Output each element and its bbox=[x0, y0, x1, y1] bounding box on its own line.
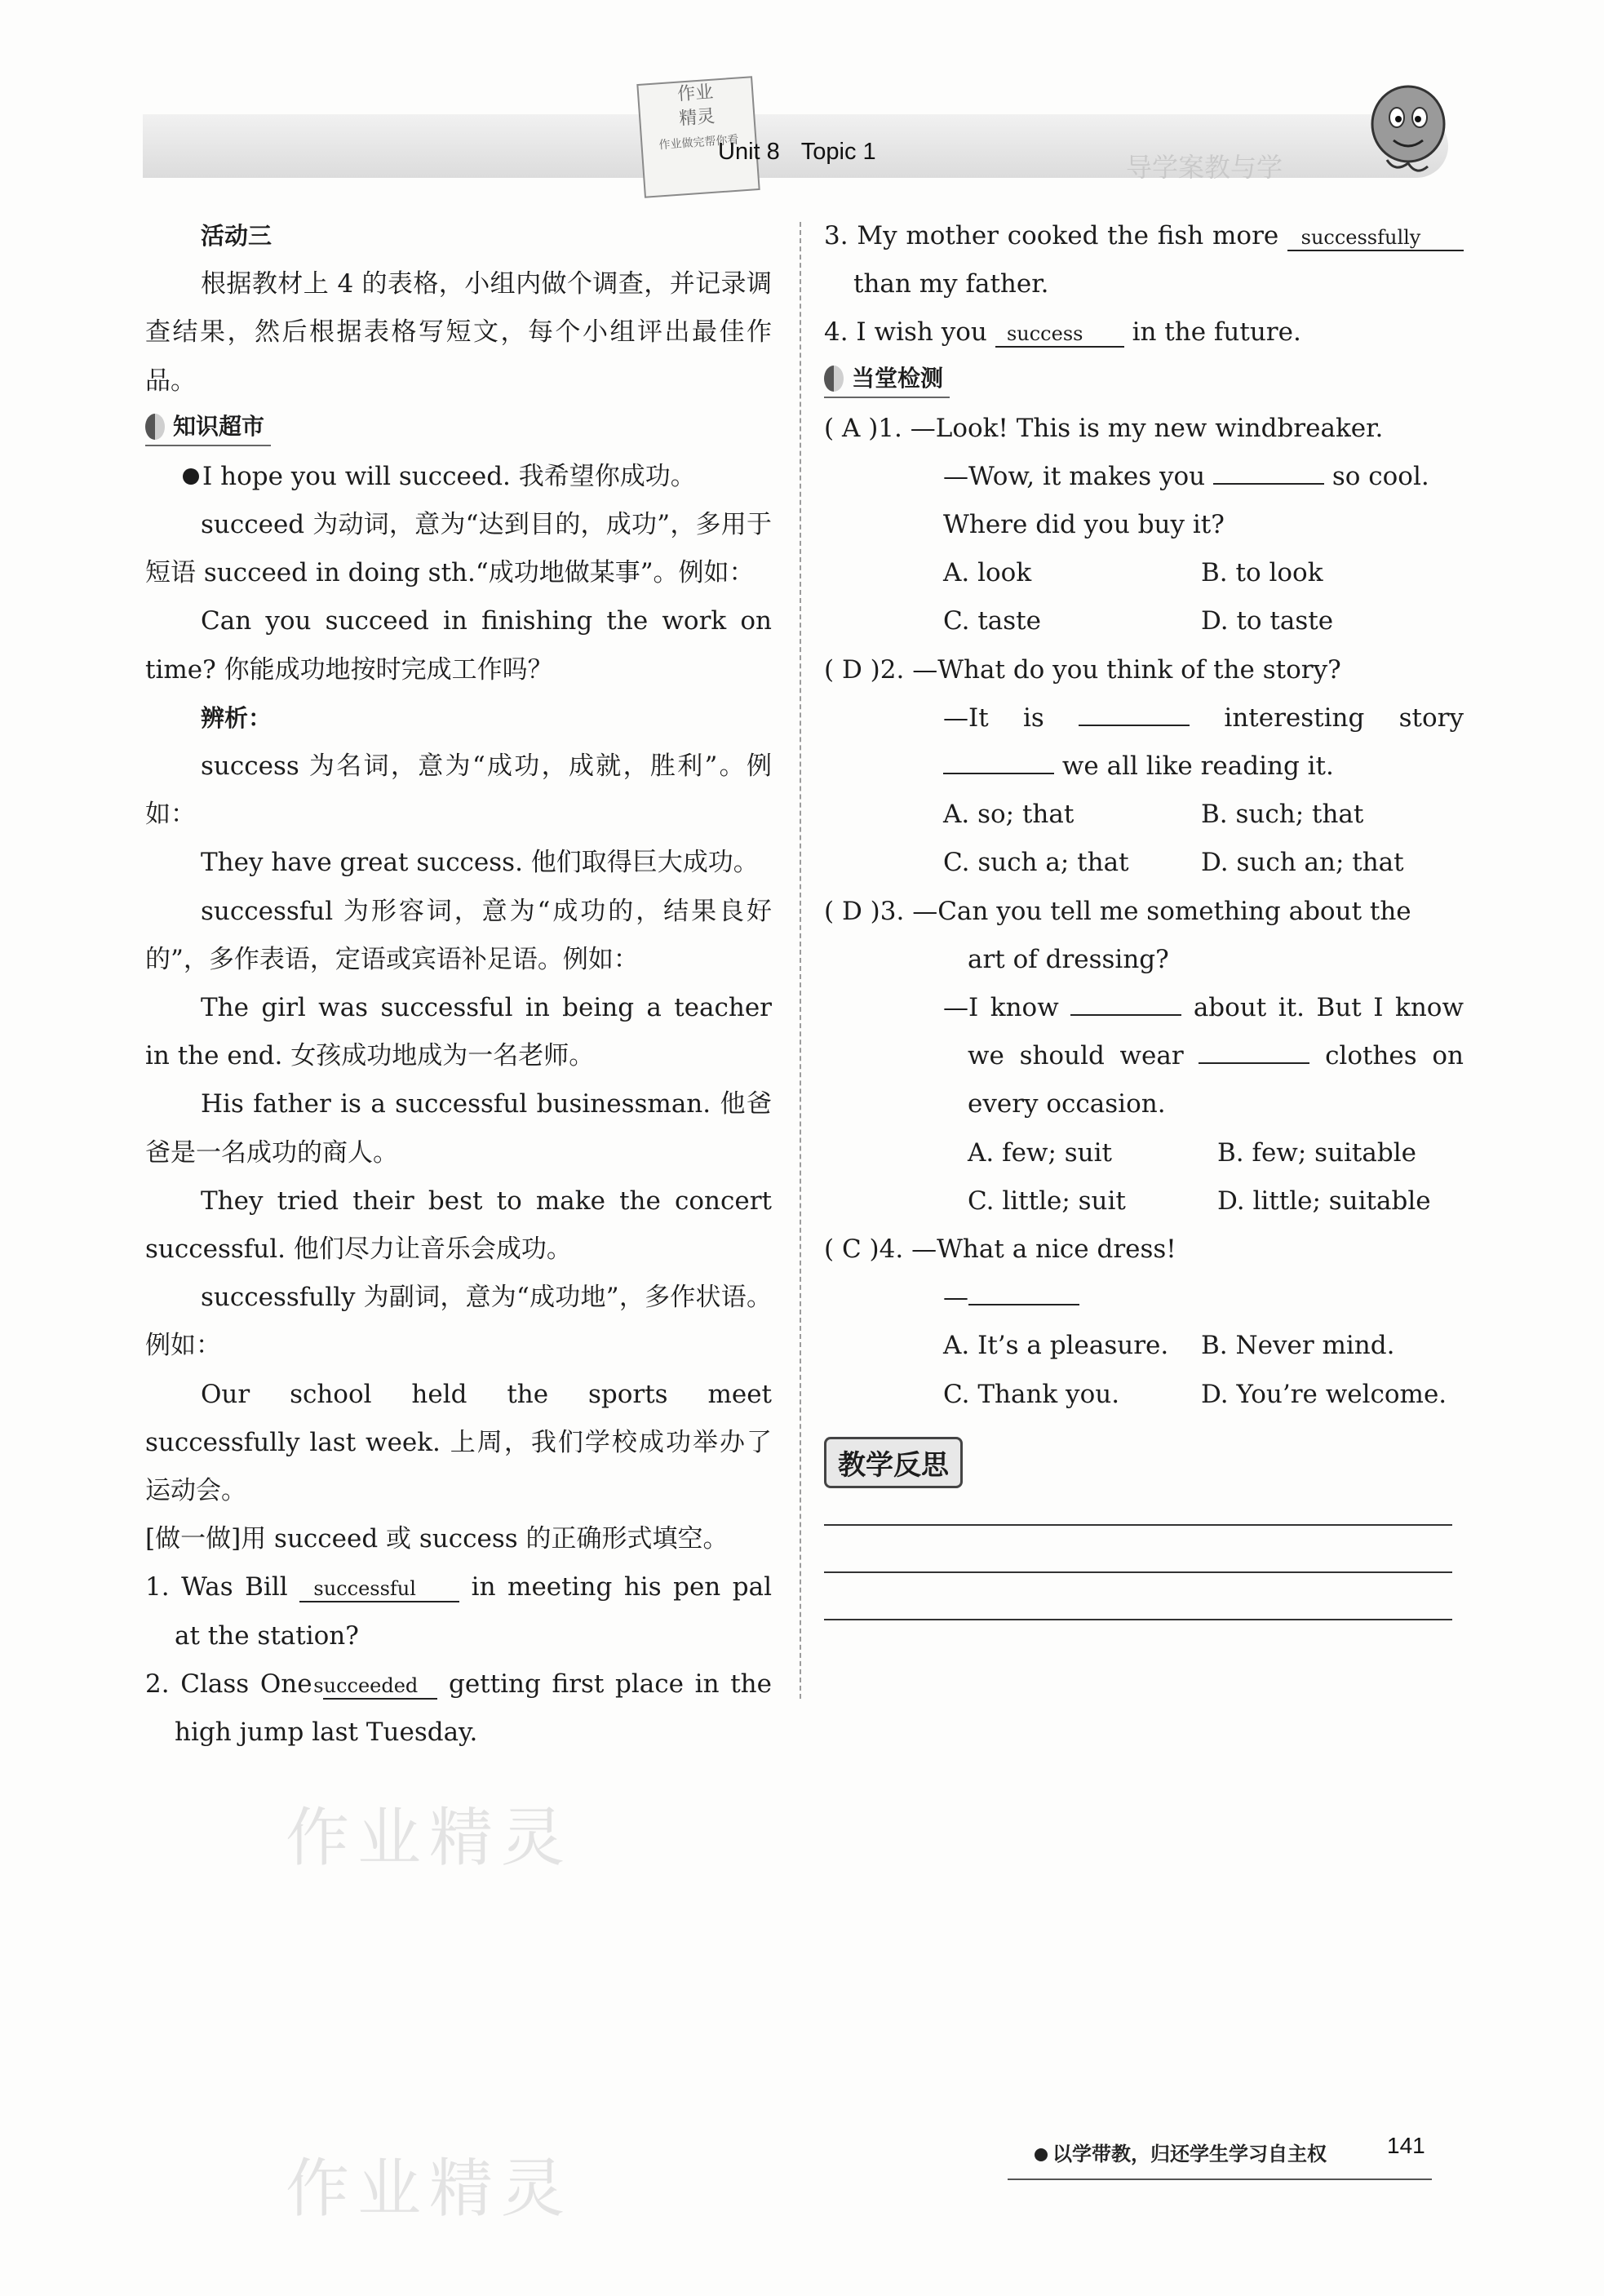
question-line bbox=[824, 1032, 1464, 1080]
mascot-icon bbox=[1363, 82, 1454, 178]
watermark: 作业精灵 bbox=[286, 1802, 574, 1875]
teaching-reflection-title: 教学反思 bbox=[824, 1437, 963, 1488]
example-sentence: The girl was successful in being a teacher in the end. 女孩成功地成为一名老师。 bbox=[145, 993, 772, 1071]
stamp-line: 作业 bbox=[676, 82, 715, 105]
column-divider bbox=[800, 222, 801, 1699]
option: C. little; suit bbox=[968, 1186, 1126, 1216]
question-blank bbox=[1070, 1014, 1181, 1016]
option: C. Thank you. bbox=[943, 1379, 1120, 1409]
unit-topic bbox=[718, 139, 897, 166]
example-sentence: Can you succeed in finishing the work on time? 你能成功地按时完成工作吗？ bbox=[145, 606, 772, 685]
paragraph: successful 为形容词，意为“成功的，结果良好的”，多作表语，定语或宾语补足语。例如： bbox=[145, 896, 772, 974]
option: C. taste bbox=[943, 606, 1041, 636]
question-text: so cool. bbox=[1331, 461, 1429, 491]
option: B. Never mind. bbox=[1201, 1331, 1395, 1361]
question-text: —Wow, it makes you bbox=[943, 461, 1206, 491]
example-sentence: His father is a successful businessman. 他爸爸是一名成功的商人。 bbox=[145, 1089, 772, 1168]
exercise-item-3 bbox=[824, 212, 1464, 308]
header-faint-text: 导学案教与学 bbox=[1126, 152, 1283, 183]
question-blank bbox=[943, 773, 1054, 774]
exercise-text: 3. My mother cooked the fish more bbox=[824, 221, 1279, 250]
exercise-text: 4. I wish you bbox=[824, 317, 987, 348]
paragraph: succeed 为动词，意为“达到目的，成功”，多用于短语 succeed in doing sth.“成功地做某事”。例如： bbox=[145, 510, 772, 588]
footer-motto-text: 以学带教，归还学生学习自主权 bbox=[1052, 2143, 1327, 2165]
exercise-item-1 bbox=[145, 1563, 772, 1660]
knowledge-point-text: I hope you will succeed. 我希望你成功。 bbox=[202, 461, 696, 491]
analysis-title: 辨析： bbox=[201, 703, 273, 732]
question-stem: )2. —What do you think of the story? bbox=[870, 654, 1341, 685]
exercise-text: than my father. bbox=[853, 269, 1049, 299]
option: A. look bbox=[943, 558, 1032, 588]
question-1: ( A )1. —Look! This is my new windbreaker. bbox=[824, 413, 1384, 443]
exercise-item-2 bbox=[145, 1660, 772, 1757]
option: C. such a; that bbox=[943, 848, 1129, 878]
question-blank bbox=[968, 1304, 1079, 1305]
option: B. few; suitable bbox=[1217, 1137, 1416, 1168]
page-number: 141 bbox=[1387, 2133, 1425, 2158]
writing-line bbox=[824, 1524, 1452, 1526]
option-row bbox=[824, 1177, 1464, 1226]
topic-label: Topic 1 bbox=[800, 139, 876, 165]
bullet-icon bbox=[183, 468, 199, 485]
option: B. such; that bbox=[1201, 800, 1364, 830]
writing-line bbox=[824, 1571, 1452, 1573]
exercise-text: getting first place in the high jump last Tuesday. bbox=[175, 1669, 772, 1748]
footer-rule bbox=[1008, 2179, 1432, 2180]
left-column bbox=[145, 212, 772, 1757]
question-3: ( D )3. —Can you tell me something about the bbox=[824, 896, 1411, 926]
question-blank bbox=[1079, 725, 1190, 726]
question-line: art of dressing? bbox=[968, 944, 1169, 974]
question-line bbox=[824, 742, 1464, 791]
option-row bbox=[824, 1322, 1464, 1370]
answer-letter: C bbox=[841, 1234, 862, 1265]
question-4: ( C )4. —What a nice dress! bbox=[824, 1234, 1176, 1265]
question-text: we should wear bbox=[968, 1041, 1184, 1071]
option-row bbox=[824, 1129, 1464, 1177]
watermark: 作业精灵 bbox=[286, 2152, 574, 2226]
question-text: clothes on bbox=[1325, 1041, 1464, 1071]
question-text: —It is bbox=[943, 703, 1044, 733]
option: D. such an; that bbox=[1201, 848, 1404, 878]
knowledge-point-sentence bbox=[145, 453, 772, 501]
paragraph: successfully 为副词，意为“成功地”，多作状语。例如： bbox=[145, 1283, 772, 1361]
stamp-line: 精灵 bbox=[678, 106, 716, 130]
footer-motto bbox=[1035, 2138, 1327, 2166]
section-class-test: 当堂检测 bbox=[824, 361, 950, 398]
question-line bbox=[824, 1274, 1464, 1322]
answer-letter: D bbox=[841, 654, 862, 685]
answer-letter: D bbox=[841, 896, 862, 926]
option-row bbox=[824, 1371, 1464, 1419]
option-row bbox=[824, 597, 1464, 645]
option: A. It’s a pleasure. bbox=[943, 1331, 1169, 1361]
exercise-text: in the future. bbox=[1132, 317, 1301, 348]
exercise-item-4 bbox=[824, 308, 1464, 357]
option: A. so; that bbox=[943, 800, 1075, 830]
exercise-text: 2. Class One bbox=[145, 1669, 312, 1699]
option-row bbox=[824, 839, 1464, 887]
example-sentence: Our school held the sports meet successfully last week. 上周，我们学校成功举办了运动会。 bbox=[145, 1379, 772, 1506]
option: D. to taste bbox=[1201, 606, 1334, 636]
question-stem: )1. —Look! This is my new windbreaker. bbox=[868, 413, 1384, 443]
option-row bbox=[824, 791, 1464, 839]
exercise-text: 1. Was Bill bbox=[145, 1572, 288, 1602]
option-row bbox=[824, 549, 1464, 597]
answer-blank: succeeded bbox=[323, 1673, 437, 1700]
paragraph: success 为名词，意为“成功，成就，胜利”。例如： bbox=[145, 751, 772, 830]
stamp-line: 作业做完帮你看 bbox=[658, 133, 739, 153]
question-text: about it. But I know bbox=[1193, 993, 1464, 1023]
logo-stamp bbox=[636, 76, 760, 198]
question-text: interesting story bbox=[1224, 703, 1464, 733]
option: D. little; suitable bbox=[1217, 1186, 1431, 1216]
question-text: — bbox=[943, 1283, 968, 1313]
answer-blank: successfully bbox=[1287, 225, 1464, 251]
answer-blank: successful bbox=[299, 1576, 459, 1602]
example-sentence: They have great success. 他们取得巨大成功。 bbox=[201, 848, 759, 878]
option: A. few; suit bbox=[968, 1137, 1112, 1168]
question-line: every occasion. bbox=[968, 1089, 1166, 1119]
exercise-intro: [做一做]用 succeed 或 success 的正确形式填空。 bbox=[145, 1524, 729, 1554]
answer-blank: success bbox=[995, 321, 1124, 348]
exercise-text: in meeting his pen pal at the station? bbox=[175, 1572, 772, 1651]
question-blank bbox=[1199, 1062, 1309, 1064]
option: D. You’re welcome. bbox=[1201, 1379, 1447, 1409]
section-knowledge-market: 知识超市 bbox=[145, 409, 271, 446]
question-line: Where did you buy it? bbox=[943, 510, 1225, 540]
question-text: —I know bbox=[943, 993, 1059, 1023]
activity-text: 根据教材上 4 的表格，小组内做个调查，并记录调查结果，然后根据表格写短文，每个小组评出最佳作品。 bbox=[145, 269, 772, 396]
example-sentence: They tried their best to make the concert successful. 他们尽力让音乐会成功。 bbox=[145, 1186, 772, 1265]
question-2: ( D )2. —What do you think of the story? bbox=[824, 654, 1341, 685]
question-text: we all like reading it. bbox=[1061, 751, 1334, 782]
question-stem: )4. —What a nice dress! bbox=[869, 1234, 1176, 1265]
answer-letter: A bbox=[841, 413, 861, 443]
unit-label: Unit 8 bbox=[718, 139, 780, 165]
question-line bbox=[824, 694, 1464, 742]
bullet-icon bbox=[1035, 2148, 1048, 2161]
writing-line bbox=[824, 1619, 1452, 1620]
question-line bbox=[824, 984, 1464, 1032]
option: B. to look bbox=[1201, 558, 1323, 588]
right-column bbox=[824, 212, 1464, 1620]
question-blank bbox=[1213, 483, 1324, 485]
question-stem: )3. —Can you tell me something about the bbox=[870, 896, 1411, 926]
question-line bbox=[824, 453, 1464, 501]
activity-title: 活动三 bbox=[201, 222, 273, 250]
